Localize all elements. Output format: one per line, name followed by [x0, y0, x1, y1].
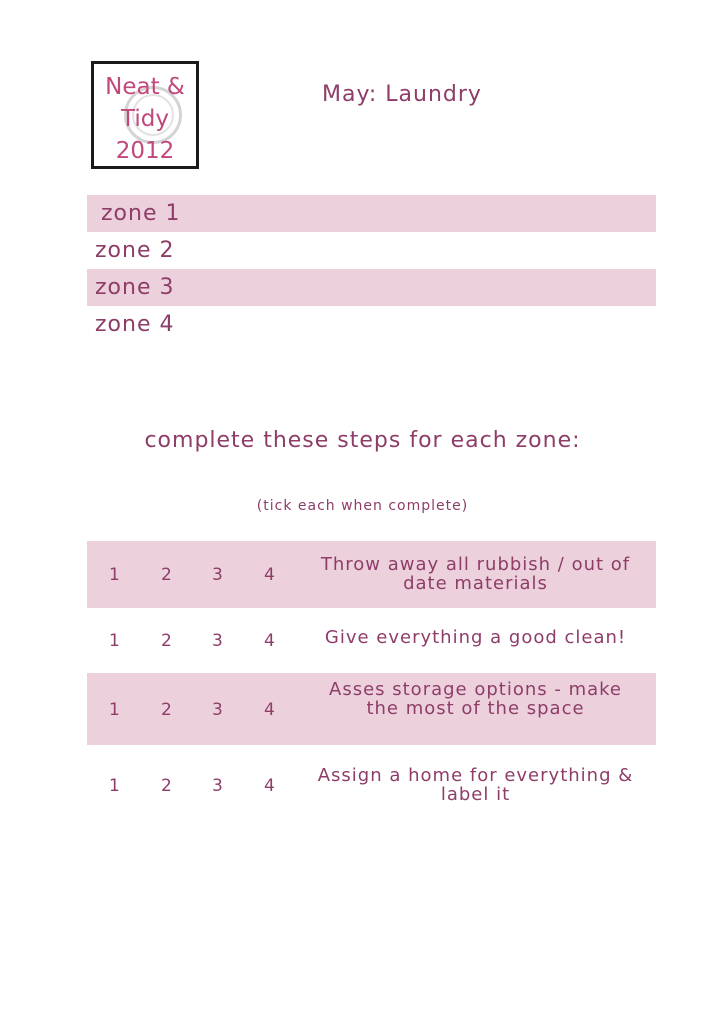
tick-number-3[interactable]: 3 — [212, 631, 223, 651]
step-text: Give everything a good clean! — [324, 627, 627, 648]
neat-tidy-logo — [91, 61, 199, 169]
tick-number-4[interactable]: 4 — [264, 776, 275, 796]
zone-row: zone 3 — [87, 269, 656, 306]
tick-number-2[interactable]: 2 — [161, 631, 172, 651]
tick-number-3[interactable]: 3 — [212, 700, 223, 720]
logo-line-2: Tidy — [121, 106, 169, 132]
logo-line-1: Neat & — [105, 74, 185, 100]
step-row — [87, 608, 656, 673]
tick-number-1[interactable]: 1 — [109, 700, 120, 720]
step-row — [87, 673, 656, 745]
tick-number-2[interactable]: 2 — [161, 700, 172, 720]
logo-line-3: 2012 — [115, 138, 175, 164]
instructions-heading: complete these steps for each zone: — [144, 428, 581, 453]
instructions-subheading: (tick each when complete) — [256, 498, 469, 514]
zone-row: zone 1 — [87, 195, 656, 232]
tick-number-4[interactable]: 4 — [264, 631, 275, 651]
tick-number-1[interactable]: 1 — [109, 776, 120, 796]
tick-number-1[interactable]: 1 — [109, 565, 120, 585]
tick-number-4[interactable]: 4 — [264, 700, 275, 720]
tick-number-2[interactable]: 2 — [161, 565, 172, 585]
step-text: Asses storage options - make the most of the space — [329, 679, 622, 719]
step-row — [87, 541, 656, 608]
page-title: May: Laundry — [322, 82, 482, 107]
zone-row: zone 2 — [95, 238, 175, 263]
zone-row: zone 4 — [95, 312, 175, 337]
tick-number-3[interactable]: 3 — [212, 565, 223, 585]
tick-number-2[interactable]: 2 — [161, 776, 172, 796]
tick-number-4[interactable]: 4 — [264, 565, 275, 585]
step-row — [87, 745, 656, 820]
tick-number-3[interactable]: 3 — [212, 776, 223, 796]
step-text: Throw away all rubbish / out of date materials — [320, 554, 631, 594]
step-text: Assign a home for everything & label it — [317, 765, 634, 805]
tick-number-1[interactable]: 1 — [109, 631, 120, 651]
